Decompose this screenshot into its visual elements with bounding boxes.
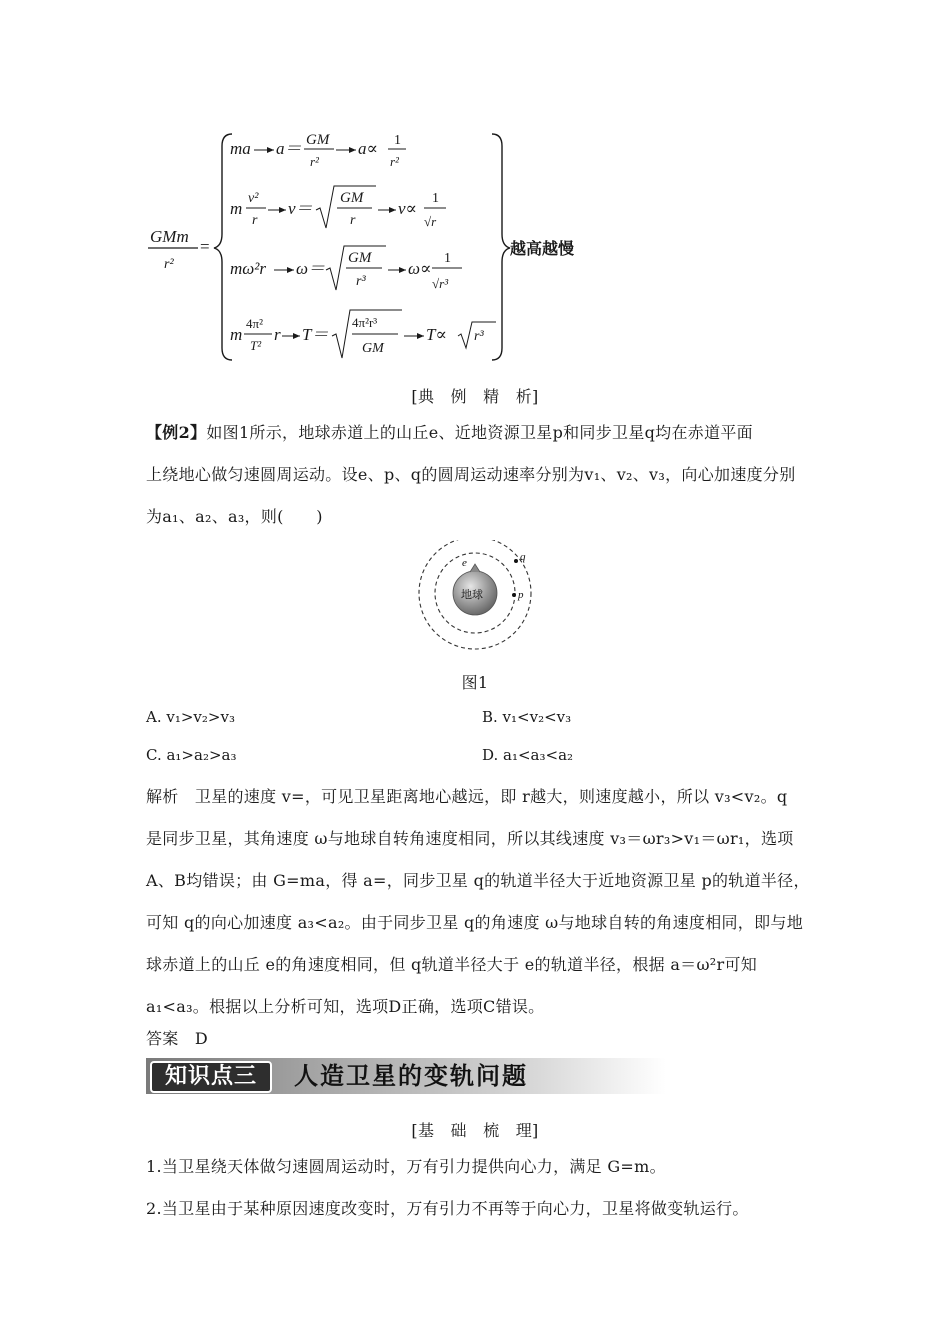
- row1-start: ma: [230, 139, 251, 158]
- row2-result: v∝: [398, 199, 418, 218]
- row2-start-frac-num: v²: [248, 191, 259, 206]
- row3-mid: ω＝: [296, 259, 326, 278]
- row2-sqrt-num: GM: [340, 190, 364, 206]
- point-e-label: e: [462, 557, 467, 569]
- earth-label: 地球: [461, 588, 483, 601]
- row4-start-tail: r: [274, 325, 281, 344]
- row1-res-den: r²: [390, 154, 399, 169]
- row3-start: mω²r: [230, 259, 266, 278]
- row2-start-frac-den: r: [252, 213, 258, 228]
- row1-mid: a＝: [276, 139, 302, 158]
- brace-label: 越高越慢: [510, 239, 575, 258]
- row4-res-sqrt: r³: [474, 329, 484, 344]
- formula-graphic: [140, 122, 610, 372]
- example-line-3: 为a₁、a₂、a₃，则( ): [146, 507, 323, 526]
- point-p-label: p: [518, 589, 524, 601]
- row3-sqrt-den: r³: [356, 274, 366, 289]
- row3-sqrt-num: GM: [348, 250, 372, 266]
- satellite-q-dot: [514, 559, 518, 563]
- satellite-p-dot: [512, 593, 516, 597]
- row3-res-num: 1: [444, 251, 451, 266]
- figure-caption: 图1: [461, 673, 489, 692]
- row4-start-frac-num: 4π²: [246, 316, 263, 331]
- basics-item-1: 1.当卫星绕天体做匀速圆周运动时，万有引力提供向心力，满足 G=m。: [146, 1157, 666, 1176]
- row2-res-num: 1: [432, 191, 439, 206]
- row4-mid: T＝: [302, 325, 329, 344]
- basics-item-2: 2.当卫星由于某种原因速度改变时，万有引力不再等于向心力，卫星将做变轨运行。: [146, 1199, 749, 1218]
- row4-start-frac-den: T²: [250, 338, 262, 353]
- example-line-2: 上绕地心做匀速圆周运动。设e、p、q的圆周运动速率分别为v₁、v₂、v₃，向心加速度分别: [146, 465, 796, 484]
- option-d[interactable]: D. a₁<a₃<a₂: [482, 746, 574, 764]
- analysis-line-6: a₁<a₃。根据以上分析可知，选项D正确，选项C错误。: [146, 997, 545, 1016]
- row1-res-num: 1: [394, 133, 401, 148]
- row4-sqrt-num: 4π²r³: [352, 315, 378, 330]
- lhs-numerator: GMm: [150, 227, 189, 246]
- row2-start: m: [230, 199, 243, 218]
- row1-frac-den: r²: [310, 154, 319, 169]
- point-q-label: q: [520, 551, 526, 563]
- knowledge-point-banner: [146, 1058, 666, 1094]
- row1-frac-num: GM: [306, 132, 330, 148]
- hill-e: [470, 564, 480, 572]
- basics-block: [146, 1146, 826, 1230]
- analysis-line-3: A、B均错误；由 G=ma，得 a=，同步卫星 q的轨道半径大于近地资源卫星 p的轨道半径，: [146, 871, 810, 890]
- row2-res-den: √r: [424, 214, 437, 229]
- example-line-1-text: 如图1所示，地球赤道上的山丘e、近地资源卫星p和同步卫星q均在赤道平面: [206, 423, 753, 442]
- banner-title: 人造卫星的变轨问题: [294, 1062, 528, 1090]
- lhs-denominator: r²: [164, 257, 174, 272]
- analysis-line-5: 球赤道上的山丘 e的角速度相同，但 q轨道半径大于 e的轨道半径，根据 a＝ω²r可知: [146, 955, 758, 974]
- example-block: [146, 412, 826, 538]
- orbit-figure: [410, 540, 540, 670]
- section-heading-examples: [典 例 精 析]: [411, 387, 539, 406]
- row3-res-den: √r³: [432, 276, 449, 291]
- option-b[interactable]: B. v₁<v₂<v₃: [482, 708, 572, 726]
- example-line-1: [146, 412, 826, 454]
- analysis-line-1: 解析 卫星的速度 v=，可见卫星距离地心越远，即 r越大，则速度越小，所以 v₃<v₂。q: [146, 787, 788, 806]
- answer-line: 答案 D: [146, 1029, 209, 1048]
- analysis-line-2: 是同步卫星，其角速度 ω与地球自转角速度相同，所以其线速度 v₃＝ωr₃>v₁＝ωr₁，选项: [146, 829, 794, 848]
- section-heading-basics: [基 础 梳 理]: [411, 1121, 539, 1140]
- equals-sign: =: [200, 237, 210, 256]
- analysis-line-4: 可知 q的向心加速度 a₃<a₂。由于同步卫星 q的角速度 ω与地球自转的角速度相同，即与地: [146, 913, 803, 932]
- row4-start: m: [230, 325, 243, 344]
- row2-sqrt-den: r: [350, 213, 356, 228]
- row1-result: a∝: [358, 139, 379, 158]
- example-label: 【例2】: [146, 423, 207, 442]
- option-c[interactable]: C. a₁>a₂>a₃: [146, 746, 237, 764]
- row4-sqrt-den: GM: [362, 341, 384, 356]
- row4-result: T∝: [426, 325, 447, 344]
- banner-label: 知识点三: [150, 1061, 272, 1093]
- option-a[interactable]: A. v₁>v₂>v₃: [146, 708, 235, 726]
- row3-result: ω∝: [408, 259, 432, 278]
- analysis-block: [146, 776, 826, 1028]
- row2-mid: v＝: [288, 199, 313, 218]
